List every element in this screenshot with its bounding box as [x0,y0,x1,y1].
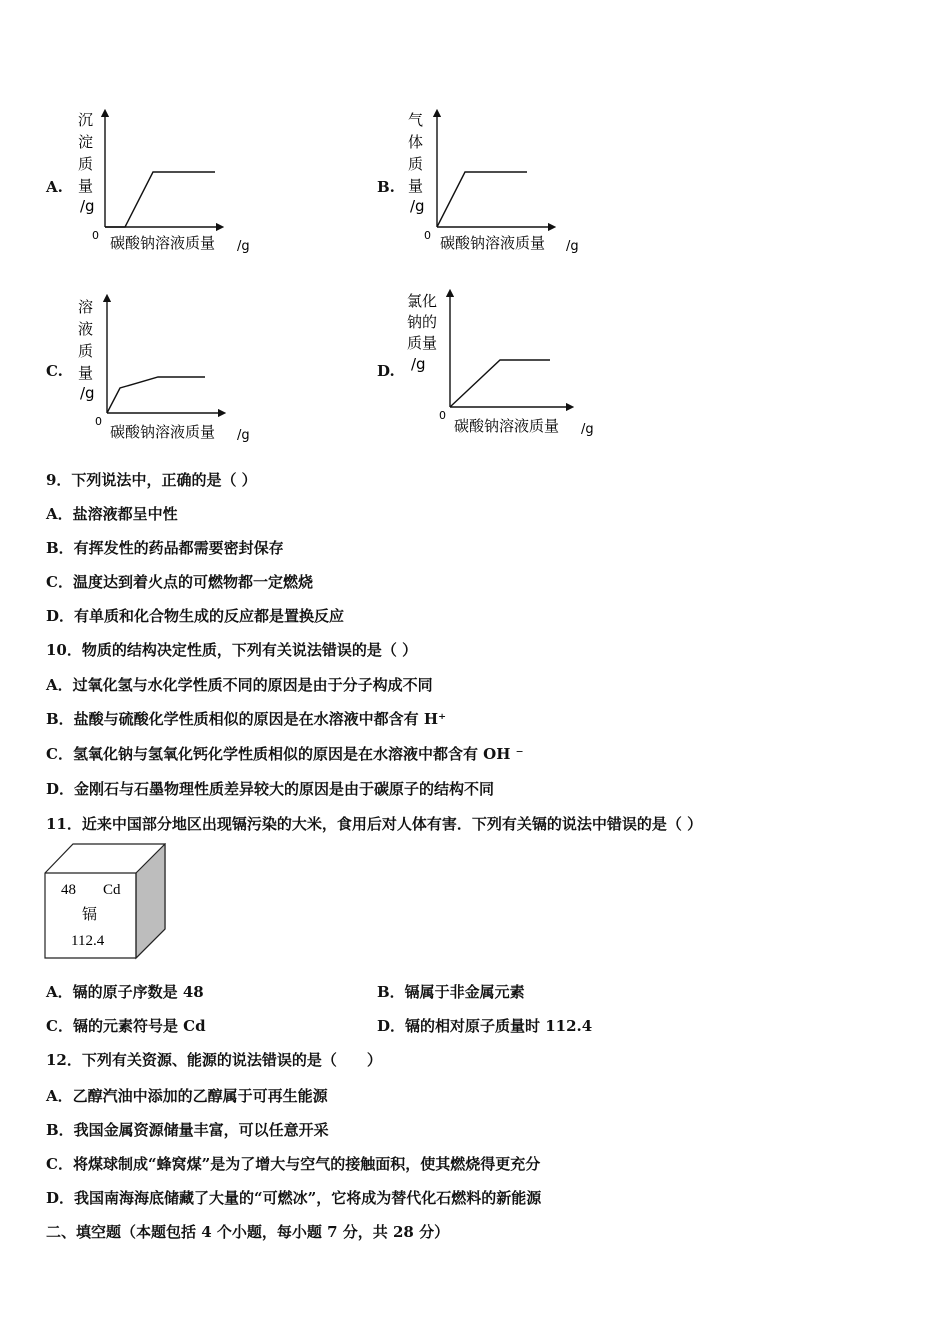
question-11-option-a: A．镉的原子序数是 48 [46,983,204,1001]
y-label-1: 氯化 [407,292,438,310]
y-label-2: 液 [78,320,94,338]
y-label-3: 质 [78,342,94,360]
question-12-option-d: D．我国南海海底储藏了大量的“可燃冰”，它将成为替代化石燃料的新能源 [46,1189,542,1207]
y-label-1: 溶 [78,298,94,316]
graph-c-label: C. [46,362,63,380]
question-11-option-d: D．镉的相对原子质量时 112.4 [377,1017,593,1035]
y-label-2: 体 [408,133,424,151]
x-label: 碳酸钠溶液质量 [454,417,560,435]
question-9-option-a: A．盐溶液都呈中性 [46,505,178,523]
question-10-stem: 10．物质的结构决定性质，下列有关说法错误的是（ ） [46,641,418,659]
origin-zero: 0 [92,229,99,242]
y-unit: /g [410,197,425,215]
y-label-4: 量 [408,177,424,195]
graph-b-label: B. [377,178,395,196]
origin-zero: 0 [95,415,102,428]
graph-c-curve [107,377,205,413]
x-unit: /g [237,428,250,443]
y-label-2: 钠的 [407,313,438,331]
y-label-4: 量 [78,364,94,382]
question-12-option-b: B．我国金属资源储量丰富，可以任意开采 [46,1121,329,1139]
y-label-1: 气 [408,111,424,129]
graph-d-label: D. [377,362,395,380]
y-label-2: 淀 [78,133,94,151]
question-12-stem: 12．下列有关资源、能源的说法错误的是（ ） [46,1051,382,1069]
y-label-1: 沉 [78,111,94,129]
question-11-stem: 11．近来中国部分地区出现镉污染的大米，食用后对人体有害．下列有关镉的说法中错误的是（ ） [46,815,703,833]
x-label: 碳酸钠溶液质量 [110,423,216,441]
atomic-number: 48 [61,882,76,898]
atomic-mass: 112.4 [71,933,105,949]
x-unit: /g [581,422,594,437]
question-10-option-a: A．过氧化氢与水化学性质不同的原因是由于分子构成不同 [46,676,433,694]
x-label: 碳酸钠溶液质量 [440,234,546,252]
graph-a-curve [105,172,215,227]
graph-a [70,105,260,260]
x-unit: /g [566,239,579,254]
question-9-stem: 9．下列说法中，正确的是（ ） [46,471,257,489]
y-label-4: 量 [78,177,94,195]
y-unit: /g [411,355,426,373]
question-9-option-d: D．有单质和化合物生成的反应都是置换反应 [46,607,345,625]
x-unit: /g [237,239,250,254]
y-unit: /g [80,384,95,402]
element-name: 镉 [82,907,98,923]
question-11-option-c: C．镉的元素符号是 Cd [46,1017,206,1035]
graph-b [400,105,590,260]
origin-zero: 0 [439,409,446,422]
question-12-option-c: C．将煤球制成“蜂窝煤”是为了增大与空气的接触面积，使其燃烧得更充分 [46,1155,541,1173]
question-9-option-c: C．温度达到着火点的可燃物都一定燃烧 [46,573,313,591]
graph-c [70,290,260,445]
y-unit: /g [80,197,95,215]
question-10-option-d: D．金刚石与石墨物理性质差异较大的原因是由于碳原子的结构不同 [46,780,495,798]
graph-a-label: A. [46,178,63,196]
element-cell-cd [44,843,168,961]
question-11-option-b: B．镉属于非金属元素 [377,983,525,1001]
graph-b-curve [437,172,527,227]
element-symbol: Cd [103,882,121,898]
y-label-3: 质量 [407,334,438,352]
question-10-option-c: C．氢氧化钠与氢氧化钙化学性质相似的原因是在水溶液中都含有 OH ⁻ [46,745,524,763]
y-label-3: 质 [408,155,424,173]
question-9-option-b: B．有挥发性的药品都需要密封保存 [46,539,284,557]
question-12-option-a: A．乙醇汽油中添加的乙醇属于可再生能源 [46,1087,328,1105]
origin-zero: 0 [424,229,431,242]
y-label-3: 质 [78,155,94,173]
question-10-option-b: B．盐酸与硫酸化学性质相似的原因是在水溶液中都含有 H⁺ [46,710,446,728]
x-label: 碳酸钠溶液质量 [110,234,216,252]
graph-d [405,283,605,443]
section-heading: 二、填空题（本题包括 4 个小题，每小题 7 分，共 28 分） [46,1223,450,1241]
graph-d-curve [450,360,550,407]
